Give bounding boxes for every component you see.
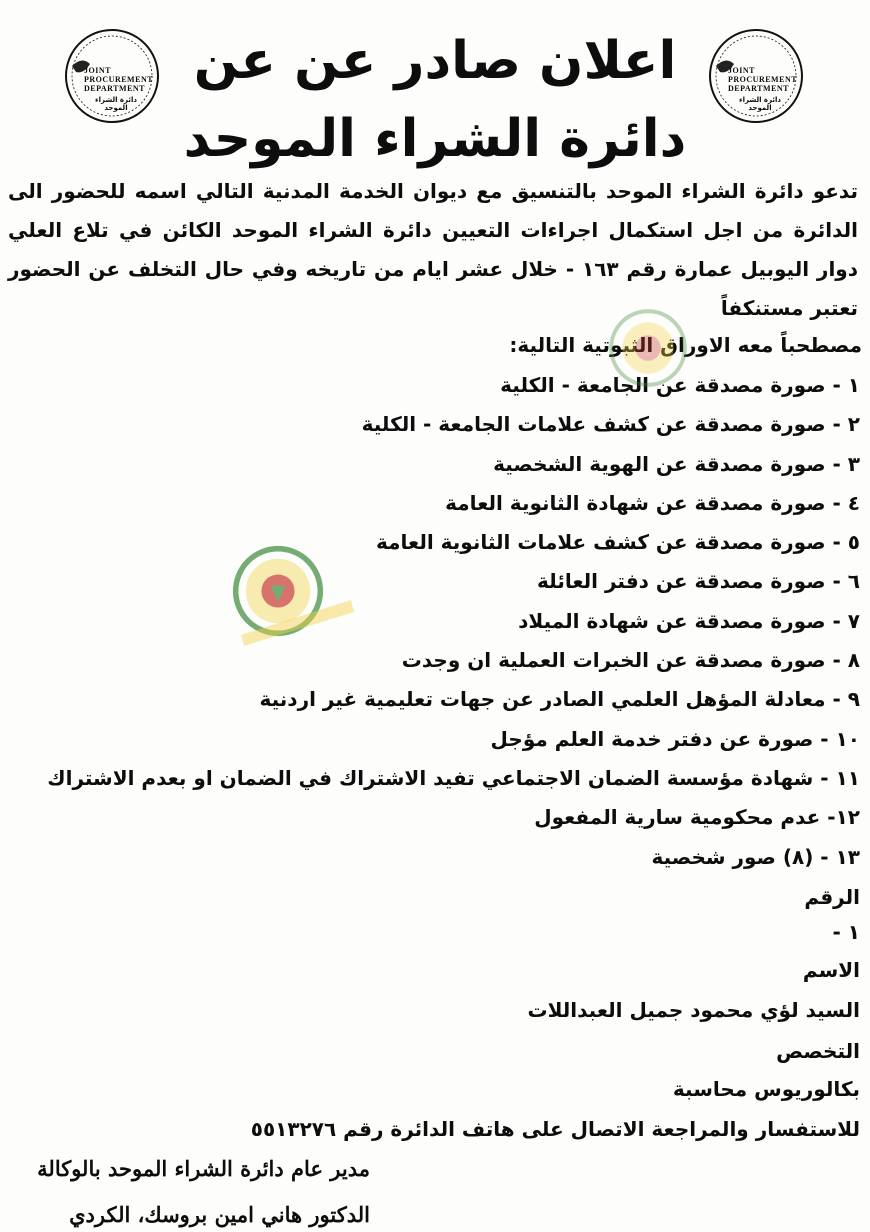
list-item: ٧ - صورة مصدقة عن شهادة الميلاد (518, 608, 860, 633)
logo-arabic-text: دائرة الشراء الموحد (738, 96, 782, 112)
number-label: الرقم (804, 885, 860, 909)
signature-name: الدكتور هاني امين بروسك، الكردي (69, 1202, 370, 1227)
logo-english-text: JOINT PROCUREMENT DEPARTMENT (84, 66, 154, 93)
logo-english-text: JOINT PROCUREMENT DEPARTMENT (728, 66, 798, 93)
name-value: السيد لؤي محمود جميل العبداللات (527, 998, 860, 1022)
list-item: ١٢- عدم محكومية سارية المفعول (534, 805, 860, 830)
page-subtitle: دائرة الشراء الموحد (183, 109, 687, 169)
documents-heading: مصطحباً معه الاوراق الثبوتية التالية: (509, 333, 862, 357)
specialty-value: بكالوريوس محاسبة (672, 1077, 860, 1101)
joint-procurement-logo-right (706, 26, 806, 126)
specialty-label: التخصص (776, 1039, 860, 1063)
list-item: ٢ - صورة مصدقة عن كشف علامات الجامعة - الكلية (361, 412, 860, 437)
list-item: ١٠ - صورة عن دفتر خدمة العلم مؤجل (490, 726, 860, 751)
contact-line: للاستفسار والمراجعة الاتصال على هاتف الدائرة رقم ٥٥١٣٢٧٦ (250, 1117, 860, 1141)
list-item: ٩ - معادلة المؤهل العلمي الصادر عن جهات تعليمية غير اردنية (259, 687, 860, 712)
page-title: اعلان صادر عن عن (193, 31, 677, 91)
signature-title: مدير عام دائرة الشراء الموحد بالوكالة (37, 1156, 370, 1181)
list-item: ٦ - صورة مصدقة عن دفتر العائلة (537, 569, 860, 594)
name-label: الاسم (802, 958, 860, 982)
list-item: ١٣ - (٨) صور شخصية (651, 844, 860, 869)
joint-procurement-logo-left (62, 26, 162, 126)
number-value: ١ - (832, 920, 860, 944)
list-item: ٣ - صورة مصدقة عن الهوية الشخصية (493, 451, 860, 476)
list-item: ٨ - صورة مصدقة عن الخبرات العملية ان وجدت (401, 648, 860, 673)
list-item: ٥ - صورة مصدقة عن كشف علامات الثانوية العامة (376, 530, 860, 555)
list-item: ٤ - صورة مصدقة عن شهادة الثانوية العامة (445, 490, 860, 515)
documents-list (47, 366, 860, 877)
list-item: ١١ - شهادة مؤسسة الضمان الاجتماعي تفيد الاشتراك في الضمان او بعدم الاشتراك (47, 765, 860, 790)
logo-arabic-text: دائرة الشراء الموحد (94, 96, 138, 112)
intro-paragraph: تدعو دائرة الشراء الموحد بالتنسيق مع ديوان الخدمة المدنية التالي اسمه للحضور الى الدائرة من اجل استكمال اجراءات التعيين دائرة الشراء الموحد الكائن في تلاع العلي دوار اليوبيل عمارة رقم ١٦٣ - خلال عشر ايام من تاريخه وفي حال التخلف عن الحضور تعتبر مستنكفاً (8, 179, 858, 320)
list-item: ١ - صورة مصدقة عن الجامعة - الكلية (500, 373, 860, 397)
